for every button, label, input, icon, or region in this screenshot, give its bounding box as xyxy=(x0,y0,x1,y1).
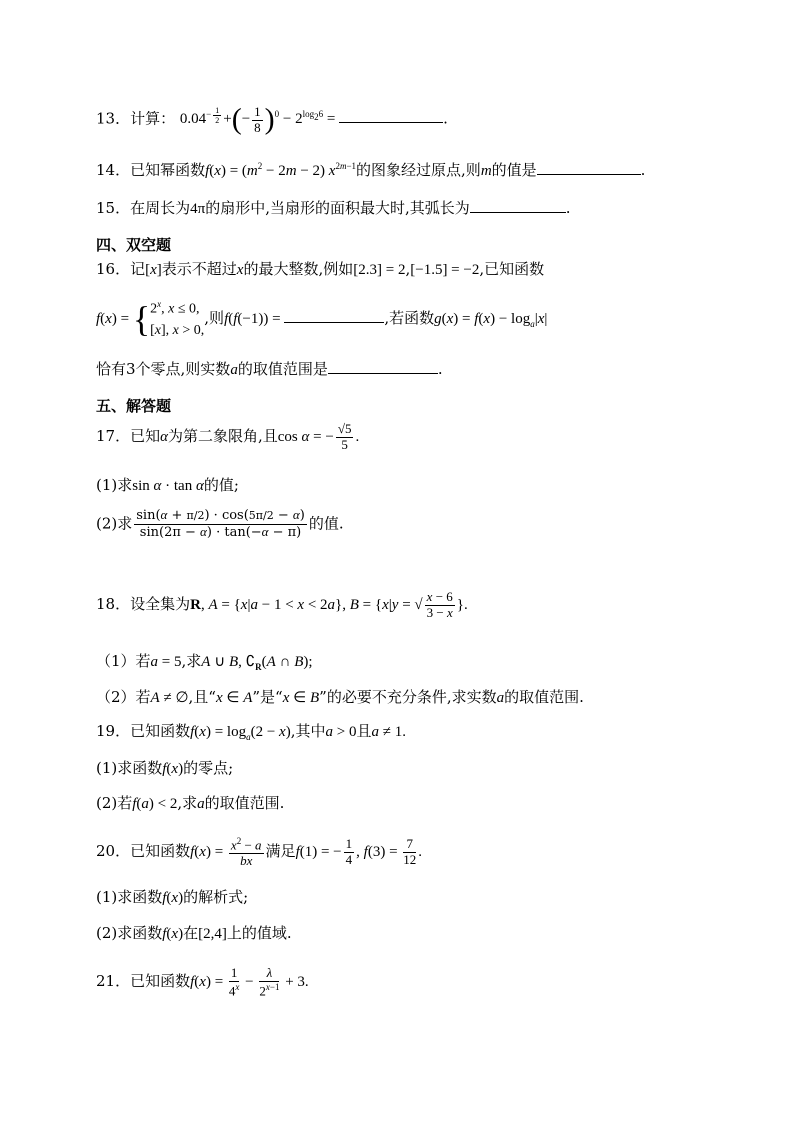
question-18-part1: （1）若a = 5,求A ∪ B, $∁_R(A$ ∩ B); xyxy=(96,652,313,672)
question-16-line2: $f(x) = \{2^x$, x ≤ 0, [x], x > 0,,则f(f(−1)) = ,若函数$g(x) = f(x) - \log_a|x|$ xyxy=(96,299,548,340)
question-19-part1: (1)求函数f(x)的零点; xyxy=(96,759,234,777)
question-21: 21．已知函数f(x) = $\frac{1}{4^x}$ − $\frac{\lambda}{2^{x-1}}$ + 3. xyxy=(96,965,309,999)
question-19-part2: (2)若f(a) < 2,求a的取值范围. xyxy=(96,794,285,812)
question-20-part1: (1)求函数f(x)的解析式; xyxy=(96,888,249,906)
math-expression: $f(x) = \{2^x$, x ≤ 0, [x], x > 0, xyxy=(96,299,205,340)
question-17-part2: (2)求 $\frac{\sin(\alpha + \pi/2) \cdot \cos(5\pi/2 - \alpha)}{\sin(2\pi - \alpha) \cdot \tan(-\alpha - \pi)}$ 的值. xyxy=(96,507,344,540)
math-expression: $f(x) = (m^2 - 2m - 2)$ $x^{2m-1}$ xyxy=(205,161,357,179)
question-16: 16．记[x]表示不超过x的最大整数,例如[2.3] = 2,[−1.5] = −2,已知函数 xyxy=(96,260,545,278)
question-14: 14．已知幂函数$f(x) = (m^2 - 2m - 2)$ $x^{2m-1}$的图象经过原点,则m的值是 . xyxy=(96,161,646,179)
question-number: 13． xyxy=(96,109,131,128)
question-18-part2: （2）若A ≠ ∅,且“x ∈ A”是“x ∈ B”的必要不充分条件,求实数a的取值范围. xyxy=(96,688,584,706)
answer-blank[interactable] xyxy=(339,108,443,123)
answer-blank[interactable] xyxy=(470,198,566,213)
question-20-part2: (2)求函数f(x)在[2,4]上的值域. xyxy=(96,924,292,942)
question-17: 17．已知α为第二象限角,且cos α = − $\frac{√5}{5}$ . xyxy=(96,421,360,452)
question-16-line3: 恰有3个零点,则实数a的取值范围是 . xyxy=(96,360,443,378)
answer-blank-2[interactable] xyxy=(328,359,438,374)
answer-blank-1[interactable] xyxy=(284,308,384,323)
section-heading: 四、双空题 xyxy=(96,236,172,254)
question-18: 18．设全集为R, A = {x|a − 1 < x < 2a}, B = {x|y = √ $\frac{x - 6}{3 - x}$ }. xyxy=(96,589,468,620)
question-19: 19．已知函数$f(x) = \log_a(2 - x)$,其中a > 0且a ≠ 1. xyxy=(96,722,406,742)
question-13: 13．计算： $0.04^{- \frac{1}{2}}$ +(− $\frac{1}{8}$ )$^0 - 2^{log_26}$ = . xyxy=(96,103,448,136)
math-expression: $0.04^{- \frac{1}{2}}$ +(− $\frac{1}{8}$ )$^0 - 2^{log_26}$ = xyxy=(179,103,340,136)
question-15: 15．在周长为4π的扇形中,当扇形的面积最大时,其弧长为 . xyxy=(96,199,571,217)
question-text: 计算： xyxy=(130,109,176,128)
question-20: 20．已知函数f(x) = $\frac{x^2 - a}{bx}$ 满足f(1) = − $\frac{1}{4}$ , f(3) = $\frac{7}{12}$ . xyxy=(96,836,423,869)
section-heading: 五、解答题 xyxy=(96,397,172,415)
question-17-part1: (1)求sin α · tan α的值; xyxy=(96,476,239,494)
answer-blank[interactable] xyxy=(537,160,641,175)
